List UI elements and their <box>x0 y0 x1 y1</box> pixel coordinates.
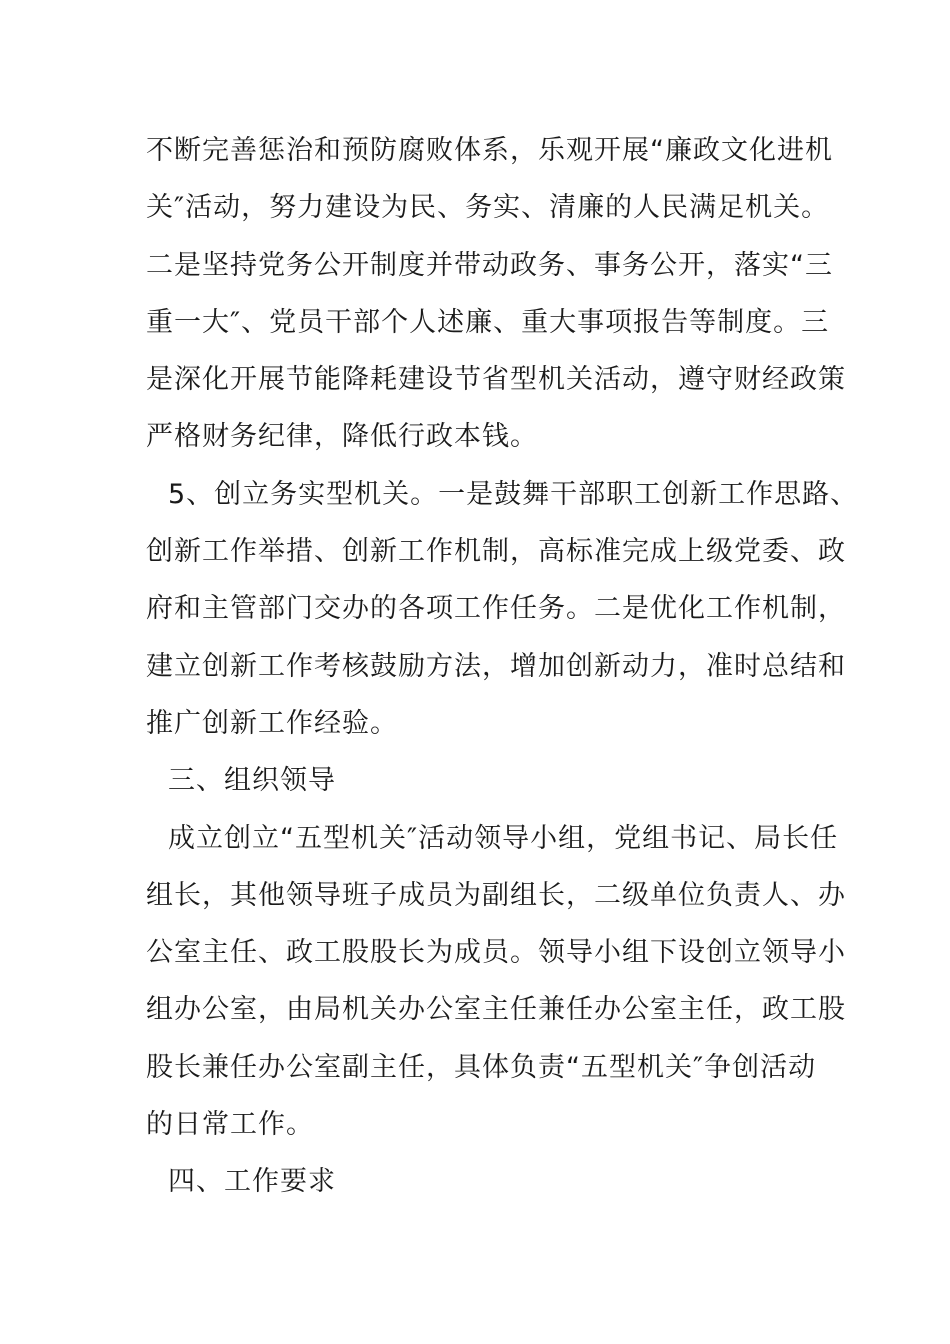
text-line: 府和主管部门交办的各项工作任务。二是优化工作机制， <box>146 593 846 625</box>
text-line: 公室主任、政工股股长为成员。领导小组下设创立领导小 <box>146 937 846 969</box>
text-line: 是深化开展节能降耗建设节省型机关活动，遵守财经政策 <box>146 364 846 396</box>
text-line: 严格财务纪律，降低行政本钱。 <box>146 421 538 453</box>
document-body <box>146 122 859 1211</box>
text-line: 推广创新工作经验。 <box>146 707 398 739</box>
text-line: 创新工作举措、创新工作机制，高标准完成上级党委、政 <box>146 536 846 568</box>
text-line: 重一大″、党员干部个人述廉、重大事项报告等制度。三 <box>146 306 830 338</box>
text-line: 组办公室，由局机关办公室主任兼任办公室主任，政工股 <box>146 994 846 1026</box>
text-line: 股长兼任办公室副主任，具体负责“五型机关″争创活动 <box>146 1051 817 1083</box>
paragraph-org-start: 成立创立“五型机关″活动领导小组，党组书记、局长任 <box>168 822 839 854</box>
paragraph-5-start: 5、创立务实型机关。一是鼓舞干部职工创新工作思路、 <box>168 478 859 510</box>
text-line: 二是坚持党务公开制度并带动政务、事务公开，落实“三 <box>146 249 833 281</box>
text-line: 不断完善惩治和预防腐败体系，乐观开展“廉政文化进机 <box>146 135 833 166</box>
text-line: 关″活动，努力建设为民、务实、清廉的人民满足机关。 <box>146 192 830 224</box>
section-heading-3: 三、组织领导 <box>168 765 336 797</box>
text-line: 组长，其他领导班子成员为副组长，二级单位负责人、办 <box>146 879 846 911</box>
text-line: 建立创新工作考核鼓励方法，增加创新动力，准时总结和 <box>146 650 846 682</box>
section-heading-4: 四、工作要求 <box>168 1166 336 1198</box>
text-line: 的日常工作。 <box>146 1109 314 1141</box>
